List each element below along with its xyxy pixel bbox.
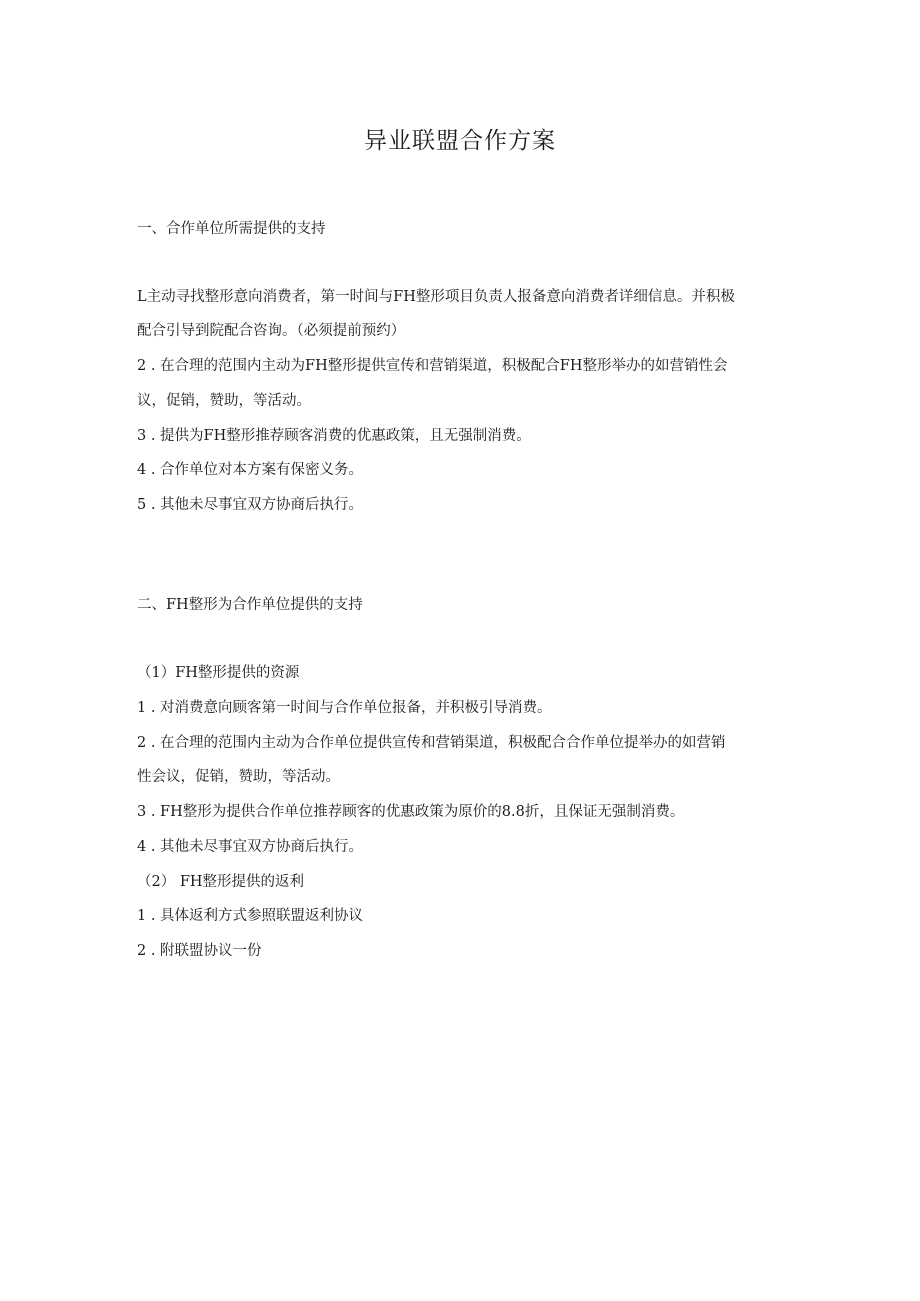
sub1-line: 2 . 在合理的范围内主动为合作单位提供宣传和营销渠道，积极配合合作单位提举办的如营销 bbox=[137, 735, 726, 751]
sub2-line: 1 . 具体返利方式参照联盟返利协议 bbox=[137, 908, 364, 924]
section1-line: 配合引导到院配合咨询。（必须提前预约） bbox=[137, 323, 406, 339]
section1-line: L主动寻找整形意向消费者，第一时间与FH整形项目负责人报备意向消费者详细信息。并积极 bbox=[137, 289, 735, 305]
sub1-line: 3 . FH整形为提供合作单位推荐顾客的优惠政策为原价的8.8折，且保证无强制消费。 bbox=[137, 804, 685, 820]
sub1-line: 性会议，促销，赞助，等活动。 bbox=[137, 769, 340, 785]
section2-heading: 二、FH整形为合作单位提供的支持 bbox=[137, 597, 363, 613]
sub1-line: 1 . 对消费意向顾客第一时间与合作单位报备，并积极引导消费。 bbox=[137, 700, 552, 716]
section1-line: 2 . 在合理的范围内主动为FH整形提供宣传和营销渠道，积极配合FH整形举办的如营销性会 bbox=[137, 358, 728, 374]
section1-line: 议，促销，赞助，等活动。 bbox=[137, 393, 311, 409]
section1-line: 5 . 其他未尽事宜双方协商后执行。 bbox=[137, 497, 364, 513]
sub2-line: 2 . 附联盟协议一份 bbox=[137, 943, 262, 959]
section1-line: 4 . 合作单位对本方案有保密义务。 bbox=[137, 462, 364, 478]
section1-heading: 一、合作单位所需提供的支持 bbox=[137, 221, 326, 237]
section1-line: 3 . 提供为FH整形推荐顾客消费的优惠政策，且无强制消费。 bbox=[137, 428, 531, 444]
document-title: 异业联盟合作方案 bbox=[364, 128, 556, 154]
sub1-heading: （1）FH整形提供的资源 bbox=[137, 665, 300, 681]
sub1-line: 4 . 其他未尽事宜双方协商后执行。 bbox=[137, 839, 364, 855]
sub2-heading: （2） FH整形提供的返利 bbox=[137, 874, 305, 890]
